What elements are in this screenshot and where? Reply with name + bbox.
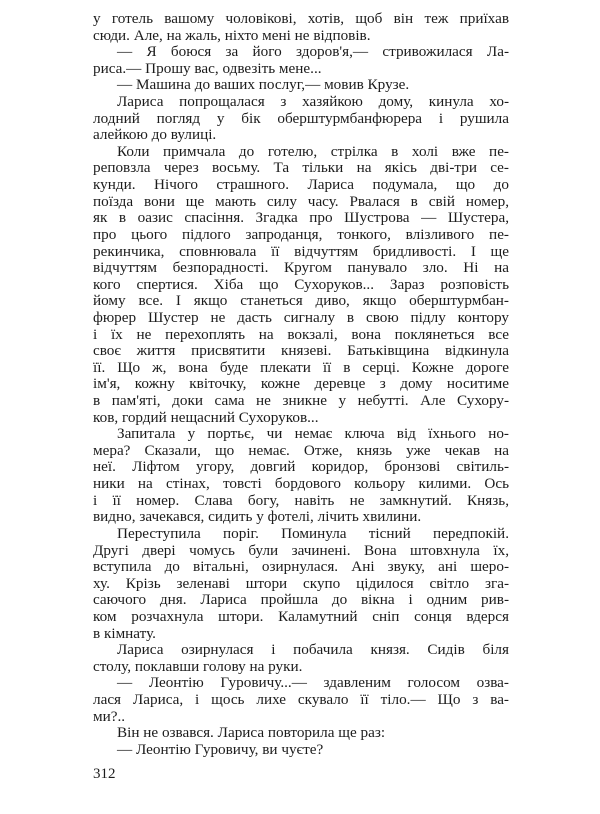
text-line: Він не озвався. Лариса повторила ще раз: — [117, 724, 386, 742]
text-line: про цього підлого запроданця, тонкого, влізливого пе- — [93, 225, 509, 243]
page-number: 312 — [93, 766, 116, 782]
paragraph — [93, 426, 509, 526]
text-line: рекинчика, сповнювала її відчуттям бридливості. І ще — [93, 242, 509, 260]
paragraph — [93, 642, 509, 675]
text-line: алейкою до вулиці. — [93, 126, 217, 144]
text-line: кунди. Нічого страшного. Лариса подумала, що до — [93, 176, 509, 194]
text-line: і їх не перехоплять на вокзалі, вона поклянеться все — [93, 325, 509, 343]
paragraph — [93, 725, 509, 742]
text-line: риса.— Прошу вас, одвезіть мене... — [93, 59, 322, 77]
text-line: мера? Сказали, що немає. Отже, князь уже чекав на — [93, 441, 509, 459]
text-line: Другі двері чомусь були зачинені. Вона штовхнула їх, — [93, 541, 509, 559]
paragraph — [93, 11, 509, 44]
text-line: ху. Крізь зеленаві штори скупо цідилося світло зга- — [93, 574, 509, 592]
text-line: Запитала у портьє, чи немає ключа від їхнього но- — [117, 425, 509, 443]
text-line: як в оазис спасіння. Згадка про Шустрова — Шустера, — [93, 209, 509, 227]
text-line: видно, зачекався, сидить у фотелі, лічить хвилини. — [93, 508, 422, 526]
body-text — [93, 11, 509, 758]
text-line: ком розчахнула штори. Каламутний сніп сонця вдерся — [93, 607, 509, 625]
text-line: Коли примчала до готелю, стрілка в холі вже пе- — [117, 142, 509, 160]
text-line: фюрер Шустер не дасть сигналу в свою підлу контору — [93, 308, 509, 326]
paragraph — [93, 144, 509, 426]
text-line: — Машина до ваших послуг,— мовив Крузе. — [117, 76, 410, 94]
paragraph — [93, 742, 509, 759]
text-line: неї. Ліфтом угору, довгий коридор, бронзові світиль- — [93, 458, 509, 476]
text-line: — Я боюся за його здоров'я,— стривожилася Ла- — [117, 43, 509, 61]
paragraph — [93, 44, 509, 77]
text-line: — Леонтію Гуровичу...— здавленим голосом озва- — [117, 674, 509, 692]
text-line: саючого дня. Лариса пройшла до вікна і одним рив- — [93, 591, 509, 609]
text-line: Лариса озирнулася і побачила князя. Сидів біля — [117, 641, 509, 659]
paragraph — [93, 675, 509, 725]
text-line: Переступила поріг. Поминула тісний передпокій. — [117, 524, 509, 542]
text-line: реповзла через восьму. Та тільки на якісь дві-три се- — [93, 159, 509, 177]
text-line: поїзда вони ще мають силу часу. Рвалася в свій номер, — [93, 192, 509, 210]
text-line: в пам'яті, доки сама не зникне у небутті. Але Сухору- — [93, 392, 509, 410]
paragraph — [93, 94, 509, 144]
paragraph — [93, 526, 509, 642]
text-line: ники на стінах, товсті бордового кольору килими. Ось — [93, 475, 509, 493]
text-line: сюди. Але, на жаль, ніхто мені не відповів. — [93, 26, 371, 44]
text-line: вступила до вітальні, озирнулася. Ані звуку, ані шеро- — [93, 558, 509, 576]
text-line: відчуттям безпорадності. Кругом панувало зло. Ні на — [93, 259, 509, 277]
text-line: ім'я, кожну квіточку, кожне деревце з дому носитиме — [93, 375, 509, 393]
text-line: лодний погляд у бік оберштурмбанфюрера і рушила — [93, 109, 509, 127]
text-line: її. Що ж, вона буде плекати її в серці. Кожне дороге — [93, 358, 509, 376]
text-line: своє життя присвятити князеві. Батьківщина відкинула — [93, 342, 509, 360]
text-line: кого спертися. Хіба що Сухоруков... Зараз розповість — [93, 275, 509, 293]
text-line: Лариса попрощалася з хазяйкою дому, кинула хо- — [117, 93, 509, 111]
text-line: у готель вашому чоловікові, хотів, щоб він теж приїхав — [93, 10, 509, 27]
text-line: — Леонтію Гуровичу, ви чуєте? — [117, 740, 324, 758]
text-line: лася Лариса, і щось лихе скувало її тіло.— Що з ва- — [93, 690, 509, 708]
text-line: йому все. І якщо станеться диво, якщо оберштурмбан- — [93, 292, 509, 310]
paragraph — [93, 77, 509, 94]
text-line: в кімнату. — [93, 624, 156, 642]
text-line: і її номер. Слава богу, навіть не замкнутий. Князь, — [93, 491, 509, 509]
text-line: столу, поклавши голову на руки. — [93, 657, 303, 675]
text-line: ков, гордий нещасний Сухоруков... — [93, 408, 319, 426]
text-line: ми?.. — [93, 707, 126, 725]
